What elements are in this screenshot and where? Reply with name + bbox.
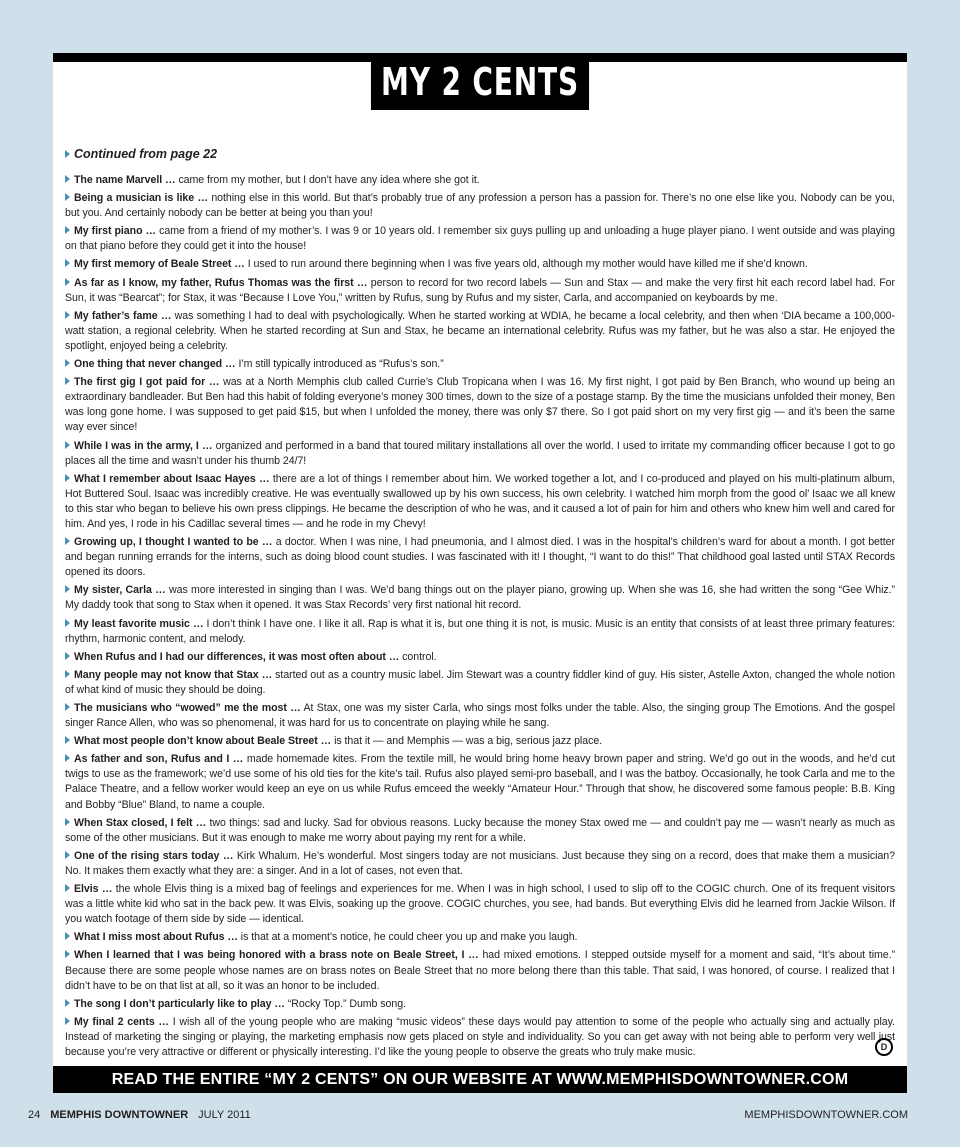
entry-text: I wish all of the young people who are making “music videos” these days would pay attention to some of the people who actually sing and actually play. Instead of marketing the singing or playing, the marketing emphasis now gets placed on style and individuality. So you can get away with not being able to perform very well just because you’re very attractive or different or physically interesting. I’d like the young people to observe the greats who truly make music. xyxy=(65,1015,895,1058)
article-entry xyxy=(65,1015,895,1060)
article-entry xyxy=(65,617,895,647)
end-mark-icon: D xyxy=(875,1038,893,1056)
entry-lead: Many people may not know that Stax … xyxy=(74,668,273,681)
arrow-bullet-icon xyxy=(65,193,70,201)
arrow-bullet-icon xyxy=(65,932,70,940)
footer-left xyxy=(28,1109,251,1121)
article-entry xyxy=(65,357,895,372)
entry-text: made homemade kites. From the textile mill, he would bring home heavy brown paper and string. We’d go out in the woods, and he’d cut twigs to use as the framework; we’d use some of his old ties for the kite’s tail. Rufus also played semi-pro baseball, and I was the batboy. Occasionally, he took Carla and me to the Palace Theatre, and a fellow worker would keep an eye on us while Rufus emceed the weekly “Amateur Hour.” Through that show, he discovered some famous people: B.B. King and Bobby “Blue” Bland, to name a couple. xyxy=(65,753,895,811)
article-entry xyxy=(65,882,895,927)
arrow-bullet-icon xyxy=(65,736,70,744)
entry-lead: My final 2 cents … xyxy=(74,1015,169,1028)
entry-text: came from my mother, but I don’t have any idea where she got it. xyxy=(175,174,480,186)
entry-text: At Stax, one was my sister Carla, who sings most folks under the table. Also, the singing group The Emotions. And the gospel singer Rance Allen, who was so phenomenal, it was hard for us to concentrate on playing while he sang. xyxy=(65,702,896,730)
arrow-bullet-icon xyxy=(65,884,70,892)
article-entry xyxy=(65,173,895,188)
arrow-bullet-icon xyxy=(65,619,70,627)
arrow-bullet-icon xyxy=(65,670,70,678)
article-entry xyxy=(65,276,895,306)
article-page xyxy=(53,53,907,1092)
entry-lead: The first gig I got paid for … xyxy=(74,376,220,389)
page-number: 24 xyxy=(28,1109,41,1121)
entry-text: “Rocky Top.” Dumb song. xyxy=(284,997,406,1010)
article-entry xyxy=(65,650,895,665)
article-entry xyxy=(65,930,895,945)
entry-lead: When Rufus and I had our differences, it was most often about … xyxy=(74,650,400,663)
article-entry xyxy=(65,375,895,435)
website-banner[interactable]: READ THE ENTIRE “MY 2 CENTS” ON OUR WEBSITE AT WWW.MEMPHISDOWNTOWNER.COM xyxy=(53,1066,907,1093)
entry-text: the whole Elvis thing is a mixed bag of feelings and experiences for me. When I was in high school, I used to slip off to the COGIC church. One of its frequent visitors was a little white kid who sat in the back pew. It was Elvis, soaking up the groove. COGIC churches, you see, had bands. But everything Elvis did he learned from Jackie Wilson. If you watch footage of them side by side — identical. xyxy=(65,883,895,926)
arrow-bullet-icon xyxy=(65,818,70,826)
article-entry xyxy=(65,948,895,993)
entry-text: is that at a moment’s notice, he could cheer you up and make you laugh. xyxy=(237,931,578,944)
entry-lead: The name Marvell … xyxy=(74,174,176,186)
entry-lead: My first piano … xyxy=(74,225,157,238)
page-title: MY 2 CENTS xyxy=(371,53,589,110)
arrow-bullet-icon xyxy=(65,652,70,660)
article-entry xyxy=(65,668,895,698)
entry-text: Kirk Whalum. He’s wonderful. Most singers today are not musicians. Just because they sing on a record, does that make them a musician? No. It makes them exactly what they are: a singer. And in a lot of cases, not even that. xyxy=(65,849,895,877)
entry-text: came from a friend of my mother’s. I was 9 or 10 years old. I remember six guys pulling up and unloading a huge player piano. I went outside and was playing on that piano before they could get it into the house! xyxy=(65,225,895,253)
entry-lead: The musicians who “wowed” me the most … xyxy=(74,702,301,714)
entry-text: was more interested in singing than I was. We’d bang things out on the player piano, growing up. When she was 16, she had written the song “Gee Whiz.” My daddy took that song to Stax when it opened. It was Stax Records’ very first national hit record. xyxy=(65,584,895,612)
entry-lead: My sister, Carla … xyxy=(74,584,166,597)
article-entry xyxy=(65,752,895,812)
entry-text: I used to run around there beginning when I was five years old, although my mother would have killed me if she’d known. xyxy=(244,258,808,271)
arrow-bullet-icon xyxy=(65,311,70,319)
arrow-bullet-icon xyxy=(65,259,70,267)
article-entry xyxy=(65,224,895,254)
article-entry xyxy=(65,257,895,272)
arrow-bullet-icon xyxy=(65,1017,70,1025)
continued-text: Continued from page 22 xyxy=(74,147,218,161)
article-entry xyxy=(65,734,895,749)
article-body xyxy=(65,173,895,1063)
entry-lead: When I learned that I was being honored with a brass note on Beale Street, I … xyxy=(74,949,479,962)
entry-lead: Growing up, I thought I wanted to be … xyxy=(74,536,273,549)
publication-name: MEMPHIS DOWNTOWNER xyxy=(50,1109,189,1121)
article-entry xyxy=(65,849,895,879)
entry-lead: When Stax closed, I felt … xyxy=(74,816,207,829)
arrow-bullet-icon xyxy=(65,999,70,1007)
article-entry xyxy=(65,191,895,221)
entry-text: two things: sad and lucky. Sad for obvious reasons. Lucky because the money Stax owed me — and couldn’t pay me — wasn’t nearly as much as some of the other musicians. But it was enough to make me worry about paying my rent for a while. xyxy=(65,816,895,844)
entry-lead: Elvis … xyxy=(74,883,113,896)
continued-note xyxy=(65,147,217,161)
entry-text: was at a North Memphis club called Currie’s Club Tropicana when I was 16. My first night, I got paid by Ben Branch, who wound up being an extraordinary bandleader. But Ben had this habit of folding everyone’s money 300 times, down to the size of a postage stamp. By the time the musicians unfolded their money, Ben was long gone home. I was supposed to get paid $15, but when I unfolded the money, there was only $7 there. So I got paid short on my very first gig — and it’s been the same way ever since! xyxy=(65,376,895,434)
entry-lead: What I miss most about Rufus … xyxy=(74,931,238,944)
entry-text: a doctor. When I was nine, I had pneumonia, and I almost died. I was in the hospital’s children’s ward for about a month. I got better and began running errands for the interns, such as doing blood count studies. I was fascinated with it! I thought, “I want to do this!” That childhood goal lasted until STAX Records opened its doors. xyxy=(65,536,895,579)
article-entry xyxy=(65,309,895,354)
entry-lead: One thing that never changed … xyxy=(74,358,236,371)
article-entry xyxy=(65,816,895,846)
entry-lead: What most people don’t know about Beale Street … xyxy=(74,735,332,748)
entry-text: I don’t think I have one. I like it all. Rap is what it is, but one thing it is not, is music. Music is an entity that consists of at least three primary features: rhythm, harmonic content, and melody. xyxy=(65,617,895,645)
arrow-bullet-icon xyxy=(65,226,70,234)
arrow-bullet-icon xyxy=(65,537,70,545)
footer-website[interactable]: MEMPHISDOWNTOWNER.COM xyxy=(744,1109,908,1121)
entry-lead: My first memory of Beale Street … xyxy=(74,258,245,271)
entry-lead: My least favorite music … xyxy=(74,617,204,630)
arrow-bullet-icon xyxy=(65,474,70,482)
entry-lead: Being a musician is like … xyxy=(74,192,208,205)
entry-text: is that it — and Memphis — was a big, serious jazz place. xyxy=(331,735,603,748)
arrow-bullet-icon xyxy=(65,703,70,711)
entry-text: organized and performed in a band that toured military installations all over the world. I used to irritate my commanding officer because I got to go places all the time and wasn’t under his thumb 24/7! xyxy=(65,439,895,467)
article-entry xyxy=(65,583,895,613)
arrow-bullet-icon xyxy=(65,377,70,385)
entry-lead: As far as I know, my father, Rufus Thomas was the first … xyxy=(74,276,368,289)
issue-date: JULY 2011 xyxy=(198,1109,251,1121)
arrow-bullet-icon xyxy=(65,278,70,286)
entry-text: started out as a country music label. Jim Stewart was a country fiddler kind of guy. His sister, Astelle Axton, changed the whole notion of what kind of music they should be doing. xyxy=(65,668,895,696)
entry-text: there are a lot of things I remember about him. We worked together a lot, and I co-produced and played on his multi-platinum album, Hot Buttered Soul. Isaac was incredibly creative. He was eventually swallowed up by his own success, his own celebrity. I watched him morph from the good ol’ Isaac we all knew to this star who began to believe his own press clippings. He became the description of who he was, and it caused a lot of pain for him and others who knew him well and cared for him. And yes, I rode in his Cadillac several times — and he rode in my Chevy! xyxy=(65,472,895,530)
article-entry xyxy=(65,439,895,469)
entry-lead: One of the rising stars today … xyxy=(74,849,234,862)
arrow-bullet-icon xyxy=(65,754,70,762)
arrow-bullet-icon xyxy=(65,585,70,593)
article-entry xyxy=(65,535,895,580)
entry-lead: As father and son, Rufus and I … xyxy=(74,753,244,766)
entry-text: was something I had to deal with psychologically. When he started working at WDIA, he became a local celebrity, and then when ‘DIA became a 100,000-watt station, a regional celebrity. When he started recording at Sun and Stax, he became an international celebrity. Rufus was my father, but he was also a star. He enjoyed the spotlight, enjoyed being a celebrity. xyxy=(65,309,895,352)
entry-text: had mixed emotions. I stepped outside myself for a moment and said, “It’s about time.” Because there are some people whose names are on brass notes on Beale Street that no more belong there than this table. That said, I was honored, of course. I realized that I didn’t have to be on that list at all, so it was an honor to be included. xyxy=(65,949,895,992)
arrow-bullet-icon xyxy=(65,851,70,859)
entry-lead: My father’s fame … xyxy=(74,309,172,322)
entry-text: control. xyxy=(399,650,437,663)
arrow-bullet-icon xyxy=(65,175,70,183)
article-entry xyxy=(65,472,895,532)
entry-lead: What I remember about Isaac Hayes … xyxy=(74,472,270,485)
arrow-bullet-icon xyxy=(65,150,70,158)
arrow-bullet-icon xyxy=(65,441,70,449)
entry-lead: While I was in the army, I … xyxy=(74,439,213,452)
entry-lead: The song I don’t particularly like to play … xyxy=(74,997,285,1010)
arrow-bullet-icon xyxy=(65,950,70,958)
article-entry xyxy=(65,997,895,1012)
article-entry xyxy=(65,701,895,731)
entry-text: I’m still typically introduced as “Rufus’s son.” xyxy=(235,358,444,371)
entry-text: nothing else in this world. But that’s probably true of any profession a person has a passion for. There’s no one else like you. Nobody can be you, but you. And certainly nobody can be better at being you than you! xyxy=(65,192,895,220)
arrow-bullet-icon xyxy=(65,359,70,367)
entry-text: person to record for two record labels — Sun and Stax — and make the very first hit each record label had. For Sun, it was “Bearcat”; for Stax, it was “Because I Love You,” written by Rufus, sung by Rufus and my sister, Carla, and accompanied on keyboards by me. xyxy=(65,276,895,304)
